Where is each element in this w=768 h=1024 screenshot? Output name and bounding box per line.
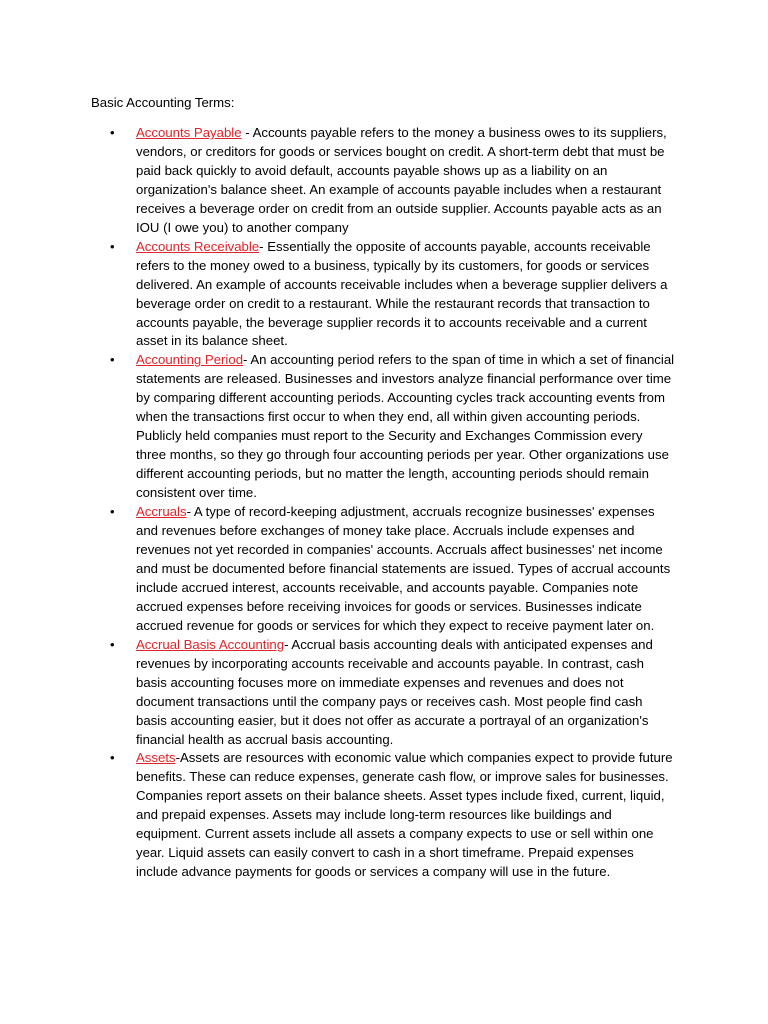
term-link-accounts-payable[interactable]: Accounts Payable — [136, 125, 242, 140]
bullet-dot-icon: • — [110, 750, 115, 766]
bullet-dot-icon: • — [110, 125, 115, 140]
term-item-accounting-period — [110, 351, 676, 503]
bullet-dot-icon: • — [110, 504, 115, 520]
term-definition: - An accounting period refers to the span of time in which a set of financial statements are released. Businesses and investors analyze financial performance over time by comparing different accounting periods. Accounting cycles track accounting events from when the transactions first occur to when they end, all within given accounting periods. Publicly held companies must report to the Security and Exchanges Commission every three months, so they go through four accounting periods per year. Other organizations use different accounting periods, but no matter the length, accounting periods should remain consistent over time. — [136, 352, 675, 501]
term-link-accounts-receivable[interactable]: Accounts Receivable — [136, 238, 260, 254]
term-link-assets[interactable]: Assets — [136, 750, 176, 766]
term-link-accrual-basis-accounting[interactable]: Accrual Basis Accounting — [136, 636, 285, 652]
term-item-assets — [110, 749, 676, 882]
term-definition: - A type of record-keeping adjustment, accruals recognize businesses' expenses and revenues before exchanges of money take place. Accruals include expenses and revenues not yet recorded in companies' accounts. Accruals affect businesses' net income and must be documented before financial statements are issued. Types of accrual accounts include accrued interest, accounts receivable, and accounts payable. Companies note accrued expenses before receiving invoices for goods or services. Businesses indicate accrued revenue for goods or services for which they expect to receive payment later on. — [136, 504, 671, 633]
term-link-accruals[interactable]: Accruals — [136, 504, 187, 520]
term-item-accruals — [110, 503, 676, 636]
term-item-accounts-payable — [110, 124, 676, 238]
bullet-dot-icon: • — [110, 636, 115, 652]
bullet-dot-icon: • — [110, 238, 115, 254]
terms-list — [110, 124, 676, 882]
document-title: Basic Accounting Terms: — [91, 95, 235, 110]
term-definition: - Accrual basis accounting deals with anticipated expenses and revenues by incorporating accounts receivable and accounts payable. In contrast, cash basis accounting focuses more on immediate expenses and revenues and does not document transactions until the company pays or receives cash. Most people find cash basis accounting easier, but it does not offer as accurate a portrayal of an organization's financial health as accrual basis accounting. — [136, 636, 653, 747]
term-item-accrual-basis-accounting — [110, 636, 676, 750]
term-item-accounts-receivable — [110, 238, 676, 352]
term-link-accounting-period[interactable]: Accounting Period — [136, 352, 244, 368]
term-definition: - Essentially the opposite of accounts payable, accounts receivable refers to the money owed to a business, typically by its customers, for goods or services delivered. An example of accounts receivable includes when a beverage supplier delivers a beverage order on credit to a restaurant. While the restaurant records that transaction to accounts payable, the beverage supplier records it to accounts receivable and a current asset in its balance sheet. — [136, 238, 668, 349]
term-definition: - Accounts payable refers to the money a business owes to its suppliers, vendors, or creditors for goods or services bought on credit. A short-term debt that must be paid back quickly to avoid default, accounts payable shows up as a liability on an organization's balance sheet. An example of accounts payable includes when a restaurant receives a beverage order on credit from an outside supplier. Accounts payable acts as an IOU (I owe you) to another company — [136, 125, 667, 235]
bullet-dot-icon: • — [110, 352, 115, 368]
term-definition: -Assets are resources with economic value which companies expect to provide future benefits. These can reduce expenses, generate cash flow, or improve sales for businesses. Companies report assets on their balance sheets. Asset types include fixed, current, liquid, and prepaid expenses. Assets may include long-term resources like buildings and equipment. Current assets include all assets a company expects to use or sell within one year. Liquid assets can easily convert to cash in a short timeframe. Prepaid expenses include advance payments for goods or services a company will use in the future. — [136, 750, 673, 880]
